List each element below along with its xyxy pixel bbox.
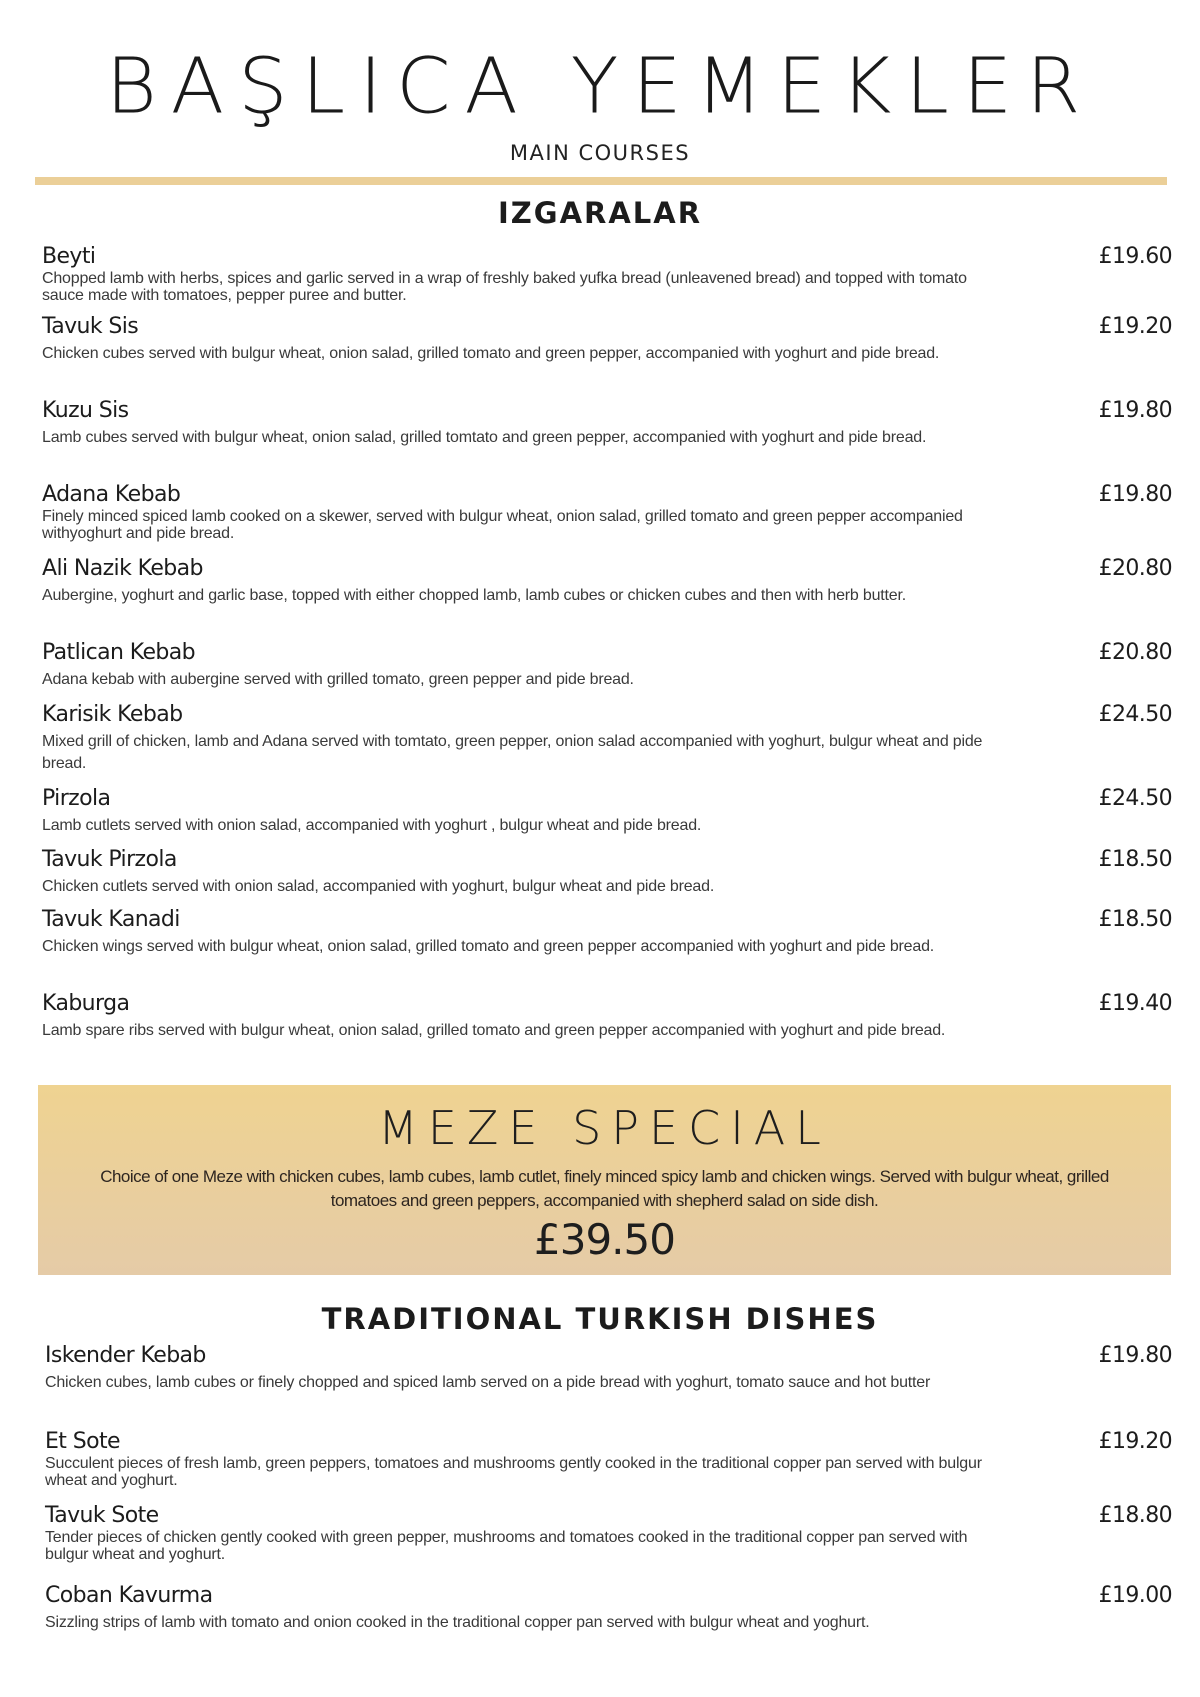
menu-item <box>42 786 1172 837</box>
item-name: Patlican Kebab <box>42 640 196 665</box>
item-name: Pirzola <box>42 786 111 811</box>
section-title-izgaralar: IZGARALAR <box>497 196 703 230</box>
meze-special-title: MEZE SPECIAL <box>378 1101 831 1155</box>
item-description: Sizzling strips of lamb with tomato and onion cooked in the traditional copper pan served with bulgur wheat and yoghurt. <box>45 1614 870 1631</box>
menu-item <box>42 640 1172 691</box>
page-subtitle: MAIN COURSES <box>509 141 691 165</box>
item-name: Beyti <box>42 244 96 269</box>
item-description: Aubergine, yoghurt and garlic base, topped with either chopped lamb, lamb cubes or chicken cubes and then with herb butter. <box>42 587 906 604</box>
item-price: £19.40 <box>1098 991 1172 1016</box>
item-price: £19.20 <box>1098 1429 1172 1454</box>
item-price: £20.80 <box>1098 640 1172 665</box>
menu-item <box>45 1343 1172 1394</box>
item-name: Tavuk Kanadi <box>42 907 180 932</box>
menu-item <box>45 1503 1172 1563</box>
item-description: Lamb cutlets served with onion salad, accompanied with yoghurt , bulgur wheat and pide bread. <box>42 817 702 834</box>
item-name: Ali Nazik Kebab <box>42 556 203 581</box>
item-price: £19.00 <box>1098 1583 1172 1608</box>
item-price: £18.80 <box>1098 1503 1172 1528</box>
section-title-traditional: TRADITIONAL TURKISH DISHES <box>321 1302 879 1336</box>
item-price: £24.50 <box>1098 702 1172 727</box>
item-price: £19.60 <box>1098 244 1172 269</box>
item-name: Tavuk Sis <box>42 314 139 339</box>
item-price: £18.50 <box>1098 847 1172 872</box>
item-name: Kaburga <box>42 991 130 1016</box>
item-description: Succulent pieces of fresh lamb, green peppers, tomatoes and mushrooms gently cooked in the traditional copper pan served with bulgur wheat and yoghurt. <box>45 1455 982 1489</box>
menu-item <box>45 1583 1172 1634</box>
item-description: Finely minced spiced lamb cooked on a skewer, served with bulgur wheat, onion salad, grilled tomato and green pepper accompanied withyoghurt and pide bread. <box>42 508 963 542</box>
menu-item <box>42 482 1172 542</box>
item-name: Tavuk Pirzola <box>42 847 177 872</box>
item-description: Chicken cubes served with bulgur wheat, onion salad, grilled tomato and green pepper, accompanied with yoghurt and pide bread. <box>42 345 940 362</box>
item-description: Tender pieces of chicken gently cooked with green pepper, mushrooms and tomatoes cooked in the traditional copper pan served with bulgur wheat and yoghurt. <box>45 1529 968 1563</box>
item-price: £18.50 <box>1098 907 1172 932</box>
menu-item <box>42 702 1172 775</box>
menu-item <box>42 398 1172 449</box>
item-price: £19.80 <box>1098 1343 1172 1368</box>
item-name: Et Sote <box>45 1429 120 1454</box>
item-price: £19.80 <box>1098 482 1172 507</box>
menu-item <box>42 556 1172 607</box>
item-name: Kuzu Sis <box>42 398 129 423</box>
item-name: Karisik Kebab <box>42 702 183 727</box>
page-title: BAŞLICA YEMEKLER <box>105 42 1095 132</box>
item-name: Coban Kavurma <box>45 1583 213 1608</box>
item-description: Chicken wings served with bulgur wheat, onion salad, grilled tomato and green pepper accompanied with yoghurt and pide bread. <box>42 938 935 955</box>
item-description: Lamb cubes served with bulgur wheat, onion salad, grilled tomtato and green pepper, accompanied with yoghurt and pide bread. <box>42 429 927 446</box>
item-price: £24.50 <box>1098 786 1172 811</box>
menu-item <box>42 991 1172 1042</box>
item-description: Adana kebab with aubergine served with grilled tomato, green pepper and pide bread. <box>42 671 634 688</box>
meze-special-description: Choice of one Meze with chicken cubes, lamb cubes, lamb cutlet, finely minced spicy lamb and chicken wings. Served with bulgur wheat, grilled tomatoes and green peppers, accompanied with shepherd salad on side dish. <box>100 1167 1109 1210</box>
menu-item <box>42 314 1172 365</box>
menu-item <box>42 847 1172 898</box>
menu-item <box>42 244 1172 304</box>
meze-special-box <box>38 1085 1171 1275</box>
item-price: £19.20 <box>1098 314 1172 339</box>
item-description: Mixed grill of chicken, lamb and Adana served with tomtato, green pepper, onion salad accompanied with yoghurt, bulgur wheat and pide bread. <box>42 733 983 772</box>
item-price: £19.80 <box>1098 398 1172 423</box>
item-name: Tavuk Sote <box>45 1503 159 1528</box>
meze-special-price: £39.50 <box>534 1215 675 1264</box>
accent-divider <box>35 177 1167 185</box>
item-name: Adana Kebab <box>42 482 181 507</box>
item-description: Lamb spare ribs served with bulgur wheat, onion salad, grilled tomato and green pepper accompanied with yoghurt and pide bread. <box>42 1022 946 1039</box>
item-name: Iskender Kebab <box>45 1343 206 1368</box>
item-description: Chicken cubes, lamb cubes or finely chopped and spiced lamb served on a pide bread with yoghurt, tomato sauce and hot butter <box>45 1374 931 1391</box>
menu-item <box>45 1429 1172 1489</box>
item-description: Chicken cutlets served with onion salad, accompanied with yoghurt, bulgur wheat and pide bread. <box>42 878 715 895</box>
item-description: Chopped lamb with herbs, spices and garlic served in a wrap of freshly baked yufka bread (unleavened bread) and topped with tomato sauce made with tomatoes, pepper puree and butter. <box>42 270 967 304</box>
item-price: £20.80 <box>1098 556 1172 581</box>
menu-item <box>42 907 1172 958</box>
